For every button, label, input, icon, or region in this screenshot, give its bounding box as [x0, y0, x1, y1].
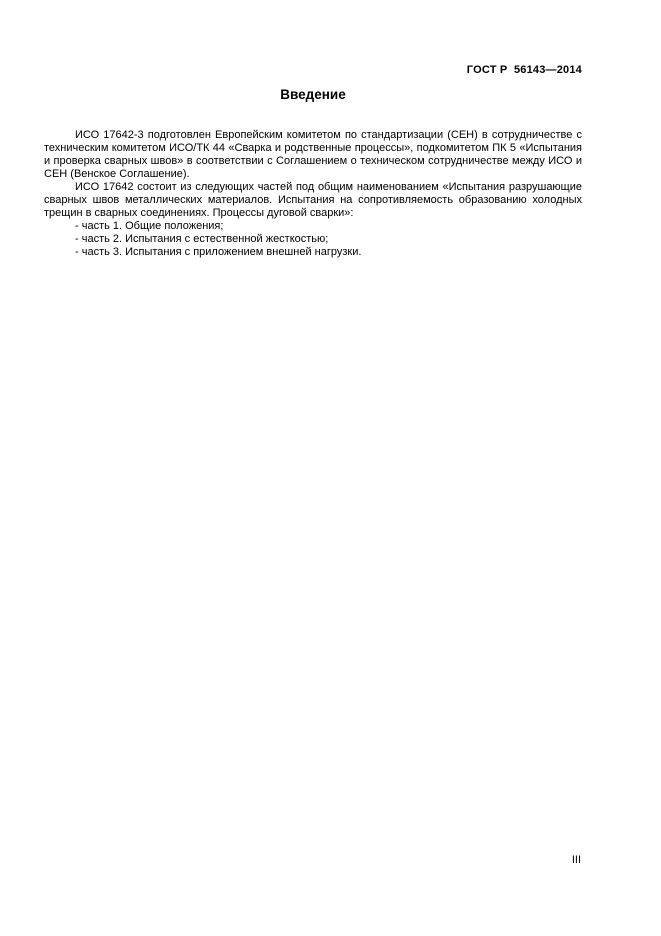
list-item-part-1: - часть 1. Общие положения; [75, 220, 224, 232]
list-item-part-2: - часть 2. Испытания с естественной жесткостью; [75, 233, 329, 245]
list-item-part-3: - часть 3. Испытания с приложением внешней нагрузки. [75, 246, 362, 258]
page-title: Введение [280, 87, 346, 102]
page-number: III [571, 854, 581, 866]
paragraph-iso-17642-3: ИСО 17642-3 подготовлен Европейским комитетом по стандартизации (СЕН) в сотрудничестве с техническим комитетом ИСО/ТК 44 «Сварка и родственные процессы», подкомитетом ПК 5 «Испытания и проверка сварных швов» в соответствии с Соглашением о техническом сотрудничестве между ИСО и СЕН (Венское Соглашение). [44, 129, 582, 180]
introduction-body [44, 129, 582, 259]
standard-number-header: ГОСТ Р 56143—2014 [466, 64, 582, 76]
paragraph-iso-17642-parts: ИСО 17642 состоит из следующих частей под общим наименованием «Испытания разрушающие сварных швов металлических материалов. Испытания на сопротивляемость образованию холодных трещин в сварных соединениях. Процессы дуговой сварки»: [44, 181, 582, 219]
